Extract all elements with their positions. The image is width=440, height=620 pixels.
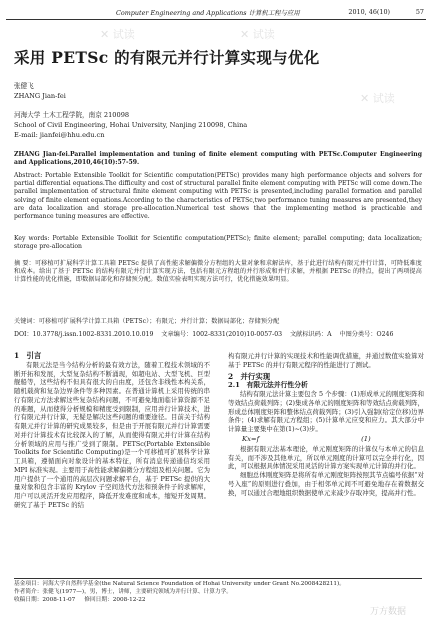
continued-paragraph: 构有限元并行计算的实现技术和性能调优措施，并通过数值实验算对基于 PETSc 的并行有限元程序的性能进行了测试。	[228, 352, 424, 369]
assembly-paragraph: 细胞总体刚度矩阵是将所有单元刚度矩阵按照其节点编号依据“对号入座”的原则进行叠加，由于相邻单元间不可避免地存在着数据交换，可以通过合理地组织数据使单元来减少存取冲突，提高并行性。	[228, 471, 424, 497]
subsection-heading: 2.1 有限元法并行性分析	[228, 381, 308, 390]
footnote-dates	[14, 597, 422, 605]
right-column	[228, 352, 424, 497]
paper-title: 采用 PETSc 的有限元并行计算实现与优化	[14, 48, 320, 67]
keywords-en: Key words: Portable Extensible Toolkit for Scientific computation(PETSc); finite element; parallel computing; data localization; storage pre-allocation	[14, 235, 422, 251]
affiliation-en: School of Civil Engineering, Hohai University, Nanjing 210098, China	[14, 121, 248, 129]
section-heading-parallel: 2 并行实现	[228, 371, 271, 381]
author-cn: 张健飞	[14, 82, 34, 90]
revised-date: 修回日期：2008-12-22	[84, 597, 146, 603]
doi: DOI：10.3778/j.issn.1002-8331.2010.10.019	[14, 331, 154, 338]
equation-1: Kx=f (1)	[242, 434, 371, 443]
footnote-fund: 基金项目：河海大学自然科学基金(the Natural Science Foundation of Hohai University under Grant No.2008428211)。	[14, 581, 345, 587]
email: E-mail: jianfei@hhu.edu.cn	[14, 131, 105, 139]
abstract-cn: 摘 要：可移植可扩展科学计算工具箱 PETSc 提供了高性能求解偏微分方程组的大量对象和求解法库，基于此进行结构有限元并行计算，可降低难度和成本。给出了基于 PETSc 的结构有限元并行计算实现方法，包括有限元方程组的并行形成和并行求解，并根据 PETSc 的特点，提出了两项提高计算性能的优化措施，即数据局部化和存储预分配。数值实验表明实现方法可行，优化措施效果明显。	[14, 260, 422, 284]
fem-steps-paragraph: 结构有限元法计算主要包含 5 个步骤：(1)形成单元的刚度矩阵和等效结点荷载列阵；(2)集成各单元的刚度矩阵和等效结点荷载列阵，形成总体刚度矩阵和整体结点荷载列阵；(3)引入强制(给定位移)边界条件；(4)求解有限元方程组；(5)计算单元应变和应力。其大部分中计算量主要集中在第(1)~(3)步。	[228, 390, 424, 433]
doi-line	[14, 330, 393, 339]
affiliation-cn: 河海大学 土木工程学院，南京 210098	[14, 111, 130, 119]
article-number: 文章编号：1002-8331(2010)10-0057-03	[161, 331, 283, 338]
element-stiffness-paragraph: 根据有限元法基本理论，单元刚度矩阵的计算仅与本单元的信息有关，而不涉及其他单元，所以单元刚度的计算可以完全并行化，因此，可以根据具体情况采用灵活的计算方案实现单元计算的并行化。	[228, 444, 424, 471]
section-heading-introduction: 1 引言	[14, 351, 42, 360]
document-code: 文献标识码：A	[289, 331, 332, 338]
keywords-cn: 关键词：可移植可扩展科学计算工具箱（PETSc）；有限元；并行计算；数据局部化；存储预分配	[14, 318, 280, 325]
introduction-paragraph: 有限元法是当今结构分析的最有效方法，随着工程技术领域的不断开拓和发展，大型复杂结构不断涌现，如超电站、大型飞机、巨型舰船等，这些结构不但具有很大的自由度，还包含非线性本构关系，随机载荷和复杂边界条件等多种因素。在普通计算机上采用传统的串行有限元方法求解这些复杂结构问题，不可避免地面临计算资源不足的难题，从而使得分析规模和精度受到限制，应用并行计算技术，进行有限元并行计算，无疑是解决这些问题的重要途径。目前关于结构有限元并行计算的研究成果较多，但是由于开展有限元并行计算需要对并行计算技术有比较深入的了解，从而使得有限元并行计算在结构分析领域的应用与推广受到了限制。PETSc(Portable Extensible Toolkits for Scientific Computing)是一个可移植可扩展科学计算工具箱，遵循面向对象设计的基本特征，所有消息传递通信均采用 MPI 标准实现。主要用于高性能求解偏微分方程组及相关问题。它为用户提供了一个通用的高层次问题求解平台，基于 PETSc 提供的大量对象和包含丰富的 Krylov 子空间迭代方法和预条件子的求解库，用户可以灵活开发应用程序，降低开发难度和成本，缩短开发周期。研究了基于 PETSc 的结	[14, 360, 210, 509]
footnote-rule	[14, 578, 422, 579]
abstract-en: Abstract: Portable Extensible Toolkit for Scientific computation(PETSc) provides many high performance objects and solvers for partial differential equations.The difficulty and cost of structural parallel finite element computing with PETSc will come down.The parallel implementation of structural finite element computing with PETSc is presented,including parallel formation and parallel solving of finite element equations.According to the characteristics of PETSc,two performance tuning measures are presented,they are data localization and storage pre-allocation.Numerical test shows that the implementing method is practicable and performance tuning measures are effective.	[14, 172, 422, 221]
received-date: 收稿日期：2008-11-07	[14, 597, 76, 603]
left-column	[14, 352, 210, 510]
header-rule	[6, 19, 426, 20]
author-en: ZHANG Jian-fei	[14, 92, 66, 100]
footnote-author: 作者简介：张健飞(1977—)，男，博士，讲师，主要研究领域为并行计算、计算力学。	[14, 589, 232, 595]
watermark: ✕ 试读	[360, 92, 395, 105]
watermark-text: 万方数据	[370, 607, 407, 617]
clc-number: 中图分类号：O246	[339, 331, 394, 338]
issue-info: 2010, 46(10)	[348, 8, 390, 16]
page-number: 57	[415, 8, 424, 16]
watermark: ✕ 试读	[100, 28, 135, 41]
watermark: ✕ 试读	[240, 28, 275, 41]
journal-name: Computer Engineering and Applications 计算机工程与应用	[116, 9, 300, 17]
running-header	[6, 6, 426, 20]
citation-en: ZHANG Jian-fei.Parallel implementation and tuning of finite element computing with PETSc.Computer Engineering and Applications,2010,46(10):57-59.	[14, 151, 422, 167]
